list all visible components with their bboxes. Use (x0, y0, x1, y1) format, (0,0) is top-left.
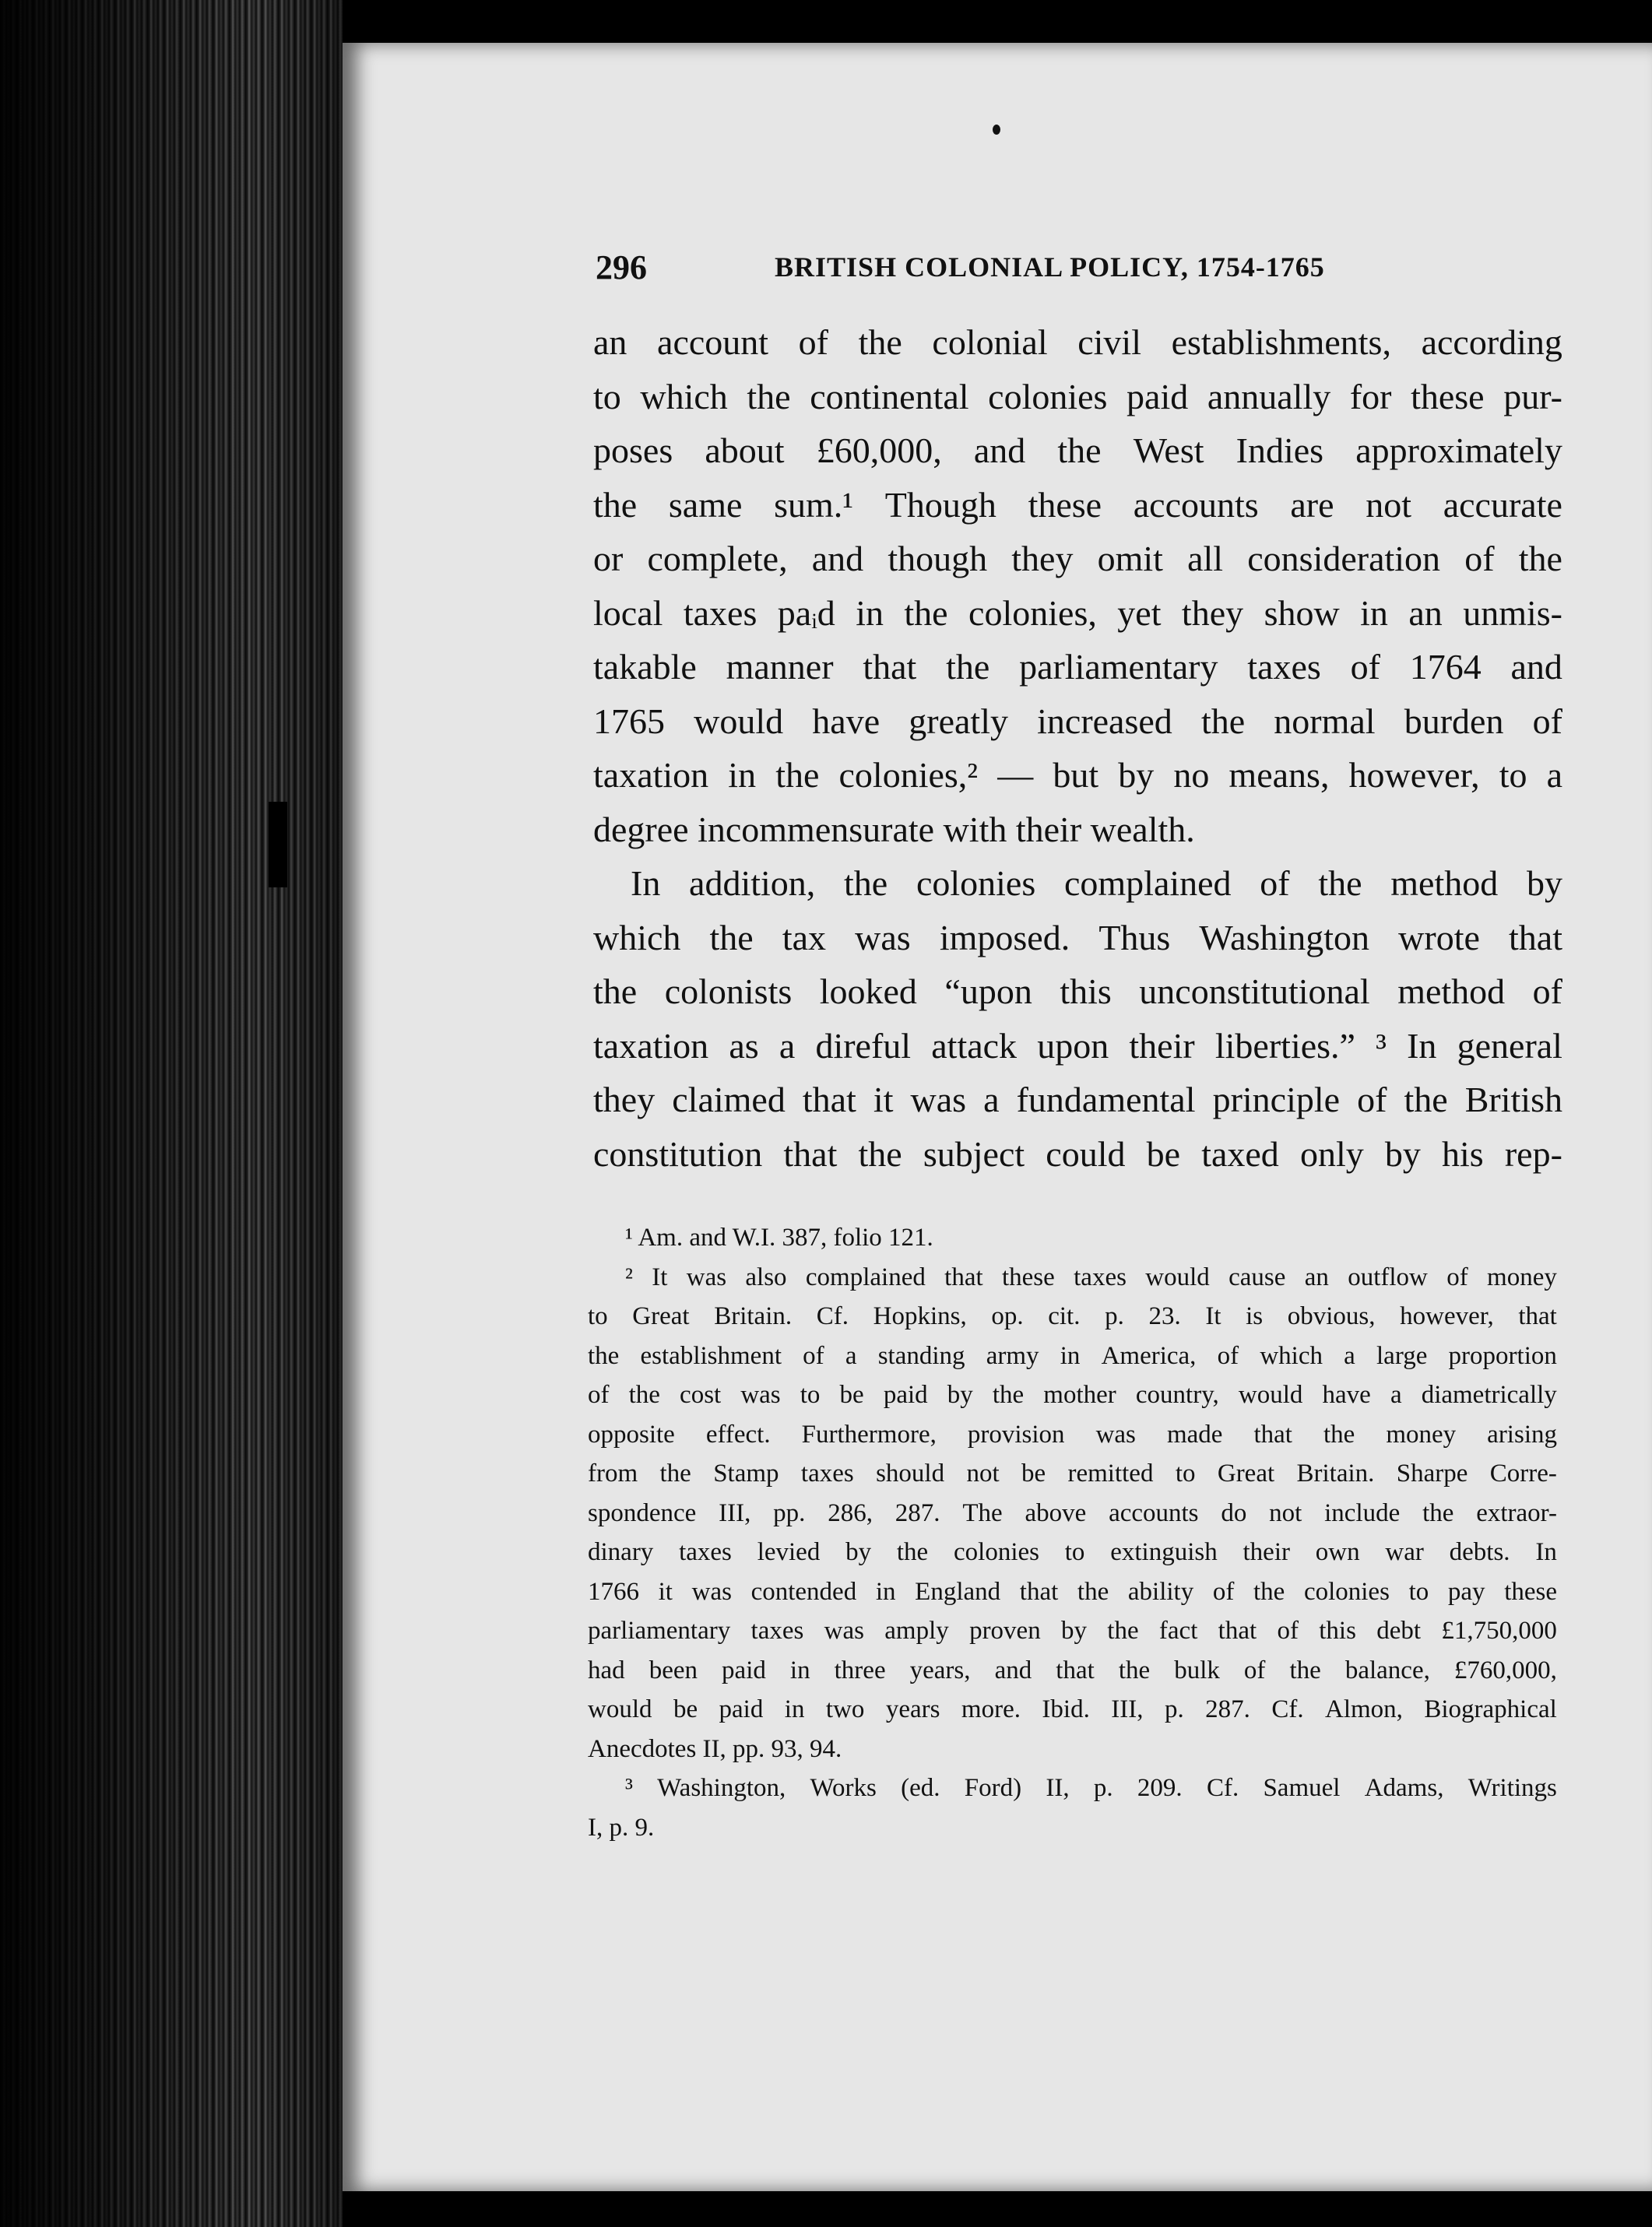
footnote-line: to Great Britain. Cf. Hopkins, op. cit. p. 23. It is obvious, however, that (588, 1302, 1557, 1330)
body-text (593, 315, 1562, 1181)
body-line: the same sum.¹ Though these accounts are not accurate (593, 484, 1562, 525)
footnote-line: spondence III, pp. 286, 287. The above accounts do not include the extraor- (588, 1498, 1557, 1527)
body-line: to which the continental colonies paid annually for these pur- (593, 376, 1562, 416)
footnote-line: would be paid in two years more. Ibid. III, p. 287. Cf. Almon, Biographical (588, 1695, 1557, 1723)
body-line: taxation in the colonies,² — but by no means, however, to a (593, 755, 1562, 795)
footnote-line: I, p. 9. (588, 1813, 655, 1842)
body-line: which the tax was imposed. Thus Washington wrote that (593, 917, 1562, 957)
footnote-line: from the Stamp taxes should not be remitted to Great Britain. Sharpe Corre- (588, 1459, 1557, 1488)
footnote-line: ³ Washington, Works (ed. Ford) II, p. 209. Cf. Samuel Adams, Writings (625, 1774, 1557, 1802)
body-line: takable manner that the parliamentary taxes of 1764 and (593, 647, 1562, 687)
page-header (596, 248, 1374, 286)
footnote-line: the establishment of a standing army in America, of which a large proportion (588, 1341, 1557, 1370)
body-line: the colonists looked “upon this unconstitutional method of (593, 971, 1562, 1011)
footnote-line: 1766 it was contended in England that the ability of the colonies to pay these (588, 1577, 1557, 1606)
body-line: local taxes paᵢd in the colonies, yet they show in an unmis- (593, 592, 1562, 633)
footnote-line: of the cost was to be paid by the mother country, would have a diametrically (588, 1381, 1557, 1409)
body-line: an account of the colonial civil establishments, according (593, 322, 1562, 362)
page-number: 296 (596, 248, 647, 286)
page-ink-mark (993, 125, 1000, 135)
body-line: constitution that the subject could be taxed only by his rep- (593, 1133, 1562, 1174)
body-line: taxation as a direful attack upon their liberties.” ³ In general (593, 1025, 1562, 1066)
footnote-line: ¹ Am. and W.I. 387, folio 121. (625, 1224, 933, 1252)
footnote-line: had been paid in three years, and that the bulk of the balance, £760,000, (588, 1656, 1557, 1684)
body-line: poses about £60,000, and the West Indies approximately (593, 430, 1562, 470)
running-title: BRITISH COLONIAL POLICY, 1754-1765 (775, 251, 1325, 283)
footnote-line: parliamentary taxes was amply proven by the fact that of this debt £1,750,000 (588, 1617, 1557, 1645)
binding-notch (269, 802, 287, 887)
body-line: degree incommensurate with their wealth. (593, 809, 1195, 849)
body-line: 1765 would have greatly increased the normal burden of (593, 701, 1562, 741)
book-edge-shadow (0, 0, 343, 2227)
body-line: or complete, and though they omit all consideration of the (593, 539, 1562, 578)
footnote-line: opposite effect. Furthermore, provision was made that the money arising (588, 1420, 1557, 1449)
body-line: they claimed that it was a fundamental principle of the British (593, 1080, 1562, 1119)
footnotes (588, 1218, 1557, 1847)
footnote-line: dinary taxes levied by the colonies to extinguish their own war debts. In (588, 1538, 1557, 1566)
footnote-line: ² It was also complained that these taxes would cause an outflow of money (625, 1263, 1557, 1291)
footnote-line: Anecdotes II, pp. 93, 94. (588, 1734, 842, 1763)
body-line: In addition, the colonies complained of the method by (631, 863, 1562, 903)
